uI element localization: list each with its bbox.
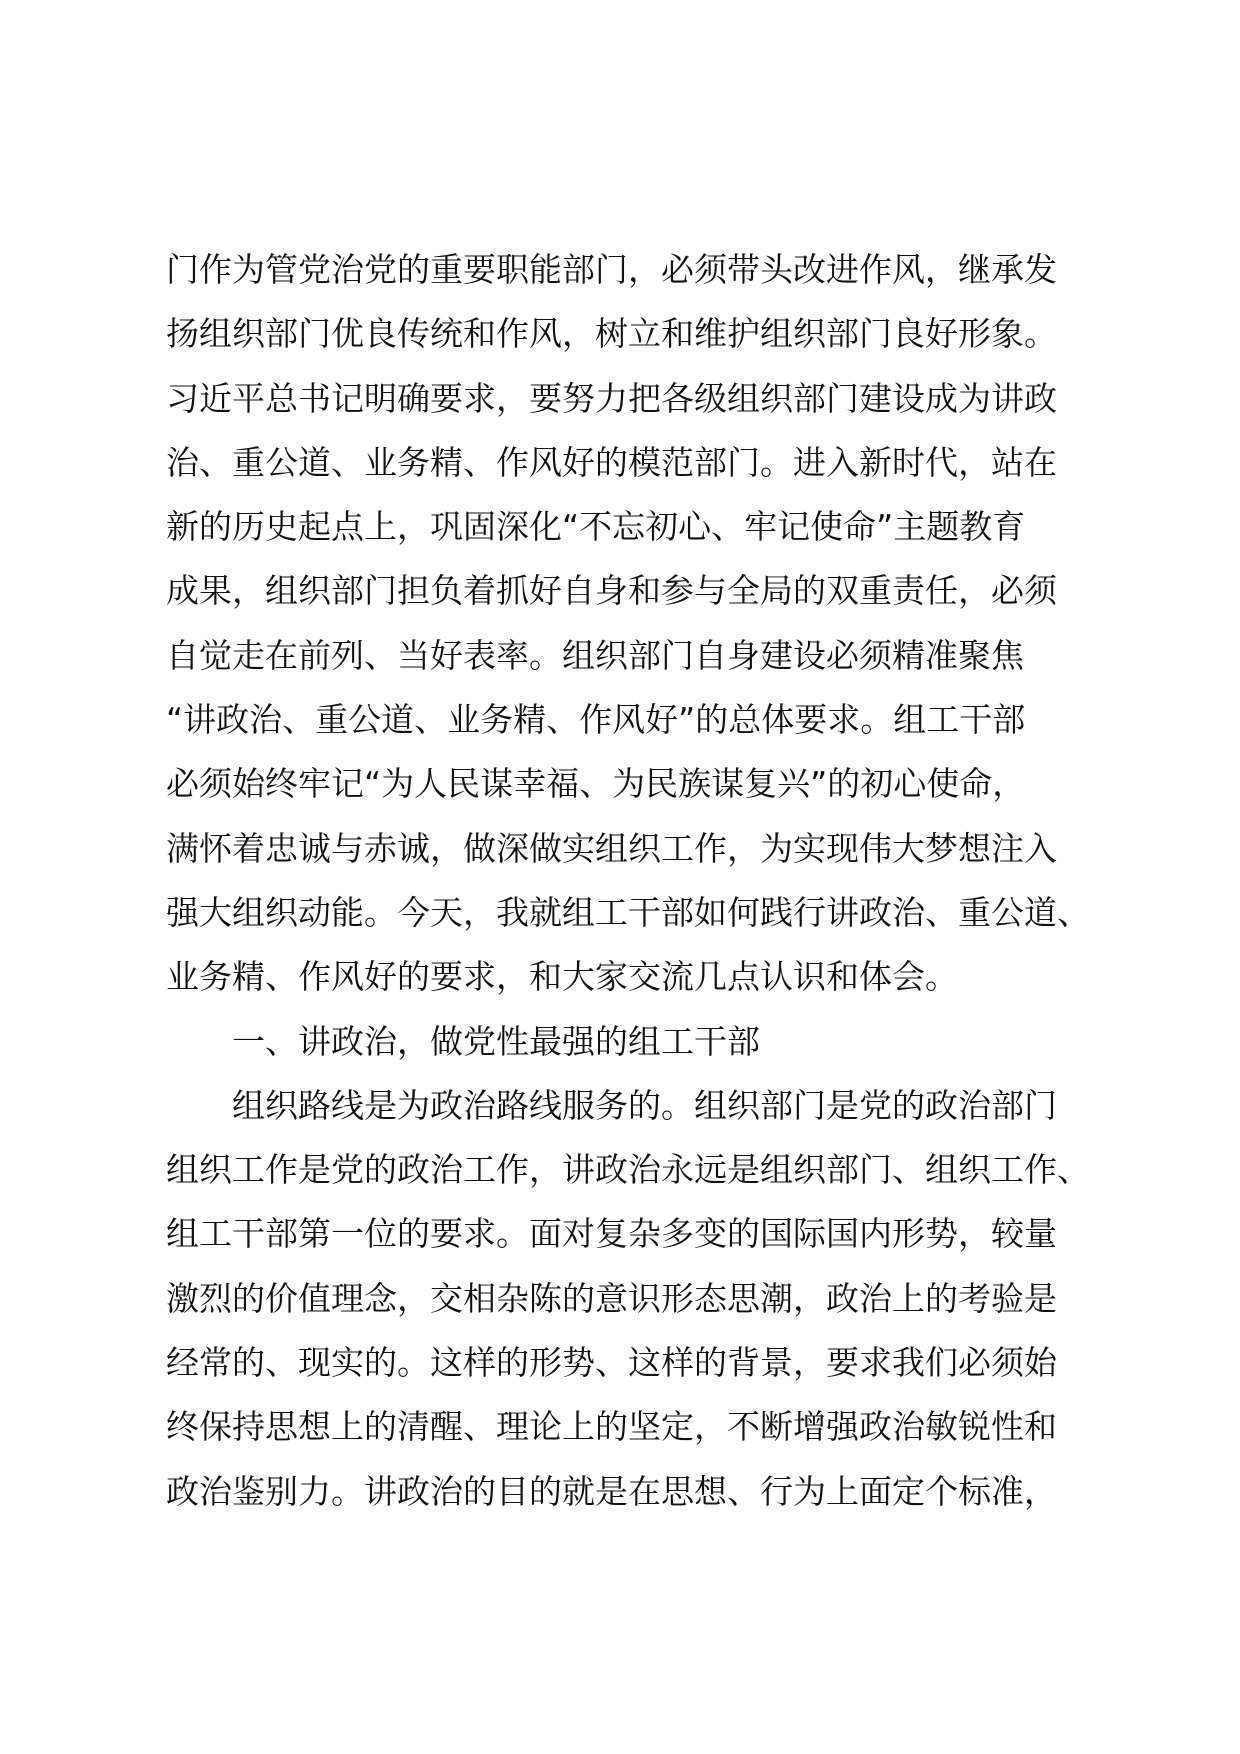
text-line: 政治鉴别力。讲政治的目的就是在思想、行为上面定个标准，	[166, 1471, 1057, 1511]
text-line: 成果，组织部门担负着抓好自身和参与全局的双重责任，必须	[166, 571, 1057, 611]
section-1-paragraph	[166, 1074, 1106, 1524]
text-line: 激烈的价值理念，交相杂陈的意识形态思潮，政治上的考验是	[166, 1278, 1057, 1318]
text-line: 治、重公道、业务精、作风好的模范部门。进入新时代，站在	[166, 442, 1057, 482]
text-line: 新的历史起点上，巩固深化“不忘初心、牢记使命”主题教育	[166, 507, 1026, 547]
text-line: 习近平总书记明确要求，要努力把各级组织部门建设成为讲政	[166, 378, 1057, 418]
text-line: “讲政治、重公道、业务精、作风好”的总体要求。组工干部	[166, 700, 1026, 740]
text-line: 业务精、作风好的要求，和大家交流几点认识和体会。	[166, 957, 958, 997]
body-text	[166, 238, 1106, 1524]
text-line: 经常的、现实的。这样的形势、这样的背景，要求我们必须始	[166, 1343, 1057, 1383]
intro-paragraph	[166, 238, 1106, 1010]
text-line: 门作为管党治党的重要职能部门，必须带头改进作风，继承发	[166, 250, 1057, 289]
text-line: 扬组织部门优良传统和作风，树立和维护组织部门良好形象。	[166, 314, 1057, 354]
text-line: 终保持思想上的清醒、理论上的坚定，不断增强政治敏锐性和	[166, 1407, 1057, 1447]
text-line: 强大组织动能。今天，我就组工干部如何践行讲政治、重公道、	[166, 892, 1090, 932]
text-line: 组织工作是党的政治工作，讲政治永远是组织部门、组织工作、	[166, 1150, 1090, 1190]
text-line: 自觉走在前列、当好表率。组织部门自身建设必须精准聚焦	[166, 635, 1024, 675]
section-heading: 一、讲政治，做党性最强的组工干部	[232, 1021, 760, 1061]
text-line: 组工干部第一位的要求。面对复杂多变的国际国内形势，较量	[166, 1214, 1057, 1254]
text-line: 满怀着忠诚与赤诚，做深做实组织工作，为实现伟大梦想注入	[166, 828, 1057, 868]
text-line: 组织路线是为政治路线服务的。组织部门是党的政治部门	[232, 1085, 1057, 1125]
text-line: 必须始终牢记“为人民谋幸福、为民族谋复兴”的初心使命，	[166, 764, 1026, 804]
